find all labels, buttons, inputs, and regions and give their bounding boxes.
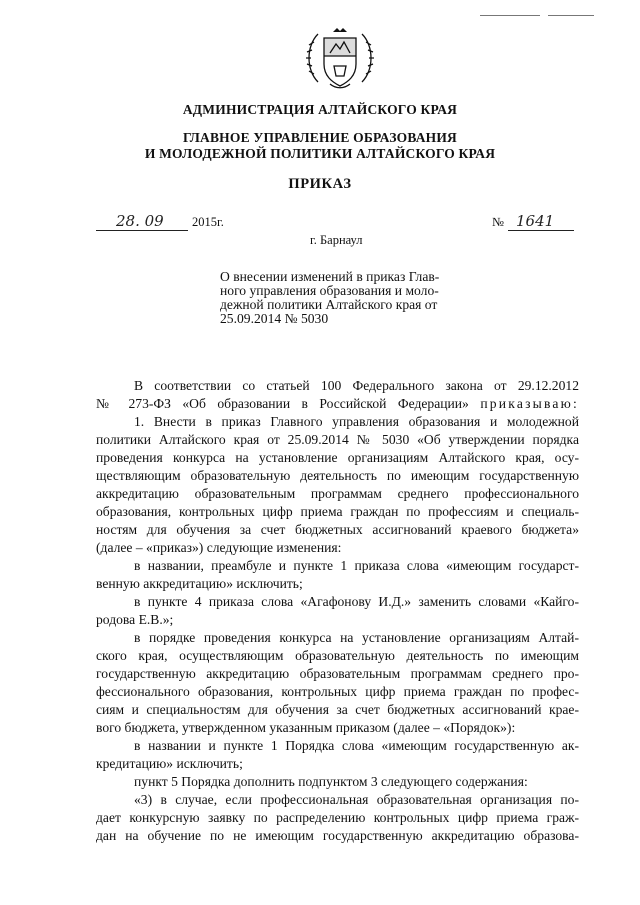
organization-title: АДМИНИСТРАЦИЯ АЛТАЙСКОГО КРАЯ [182, 102, 458, 117]
city: г. Барнаул [310, 233, 363, 247]
body-line: в названии, преамбуле и пункте 1 приказа слова «имеющим государст- [134, 558, 579, 573]
body-line: ностям для обучения за счет бюджетных ассигнований краевого бюджета» [96, 522, 579, 537]
date-underline [96, 230, 188, 231]
body-line: проведения конкурса на установление организациям Алтайского края, осу- [96, 450, 579, 465]
body-line: вого бюджета, утвержденном указанным приказом (далее – «Порядок»): [96, 720, 516, 735]
handwritten-number: 1641 [516, 212, 555, 230]
prikazyvayu-word: приказываю: [480, 396, 579, 411]
body-line: В соответствии со статьей 100 Федерального закона от 29.12.2012 [134, 378, 579, 393]
body-line: политики Алтайского края от 25.09.2014 № 5030 «Об утверждении порядка [96, 432, 579, 447]
order-number-label: № [492, 215, 504, 229]
body-line: «3) в случае, если профессиональная образовательная организация по- [134, 792, 579, 807]
scan-artifact-line [480, 15, 540, 16]
body-line: государственную аккредитацию образовательным программам среднего про- [96, 666, 579, 681]
body-line: ществляющим образовательную деятельность по имеющим государственную [96, 468, 579, 483]
body-line: аккредитацию образовательным программам среднего профессионального [96, 486, 579, 501]
body-line: образования, контрольных цифр приема граждан по профессиям и специаль- [96, 504, 579, 519]
body-line: венную аккредитацию» исключить; [96, 576, 303, 591]
scan-artifact-line [548, 15, 594, 16]
body-line: 1. Внести в приказ Главного управления образования и молодежной [134, 414, 579, 429]
body-line: фессионального образования, контрольных цифр приема граждан по профес- [96, 684, 579, 699]
department-title-line2: И МОЛОДЕЖНОЙ ПОЛИТИКИ АЛТАЙСКОГО КРАЯ [144, 146, 496, 161]
body-line: (далее – «приказ») следующие изменения: [96, 540, 342, 555]
body-line: кредитацию» исключить; [96, 756, 243, 771]
document-type: ПРИКАЗ [288, 176, 352, 192]
body-line: дан на обучение по не имеющим государственную аккредитацию образова- [96, 828, 579, 843]
body-line: ского края, осуществляющим образовательную деятельность по имеющим [96, 648, 579, 663]
body-line: № 273-ФЗ «Об образовании в Российской Федерации» приказываю: [96, 396, 579, 411]
order-subject: О внесении изменений в приказ Глав- ного управления образования и моло- дежной политики Алтайского края от 25.09.2014 № 5030 [220, 269, 440, 326]
body-line: в названии и пункте 1 Порядка слова «имеющим государственную ак- [134, 738, 579, 753]
handwritten-date: 28. 09 [116, 212, 164, 230]
body-line: дает конкурсную заявку по распределению контрольных цифр приема граж- [96, 810, 579, 825]
coat-of-arms-emblem [306, 26, 374, 92]
date-year: 2015г. [192, 215, 224, 229]
order-body [96, 377, 579, 845]
body-line: в пункте 4 приказа слова «Агафонову И.Д.» заменить словами «Кайго- [134, 594, 579, 609]
number-underline [508, 230, 574, 231]
department-title-line1: ГЛАВНОЕ УПРАВЛЕНИЕ ОБРАЗОВАНИЯ [183, 130, 457, 145]
body-line: в порядке проведения конкурса на установление организациям Алтай- [134, 630, 579, 645]
body-line: пункт 5 Порядка дополнить подпунктом 3 следующего содержания: [134, 774, 528, 789]
body-line: родова Е.В.»; [96, 612, 174, 627]
body-line: сиям и специальностям для обучения за счет бюджетных ассигнований крае- [96, 702, 579, 717]
